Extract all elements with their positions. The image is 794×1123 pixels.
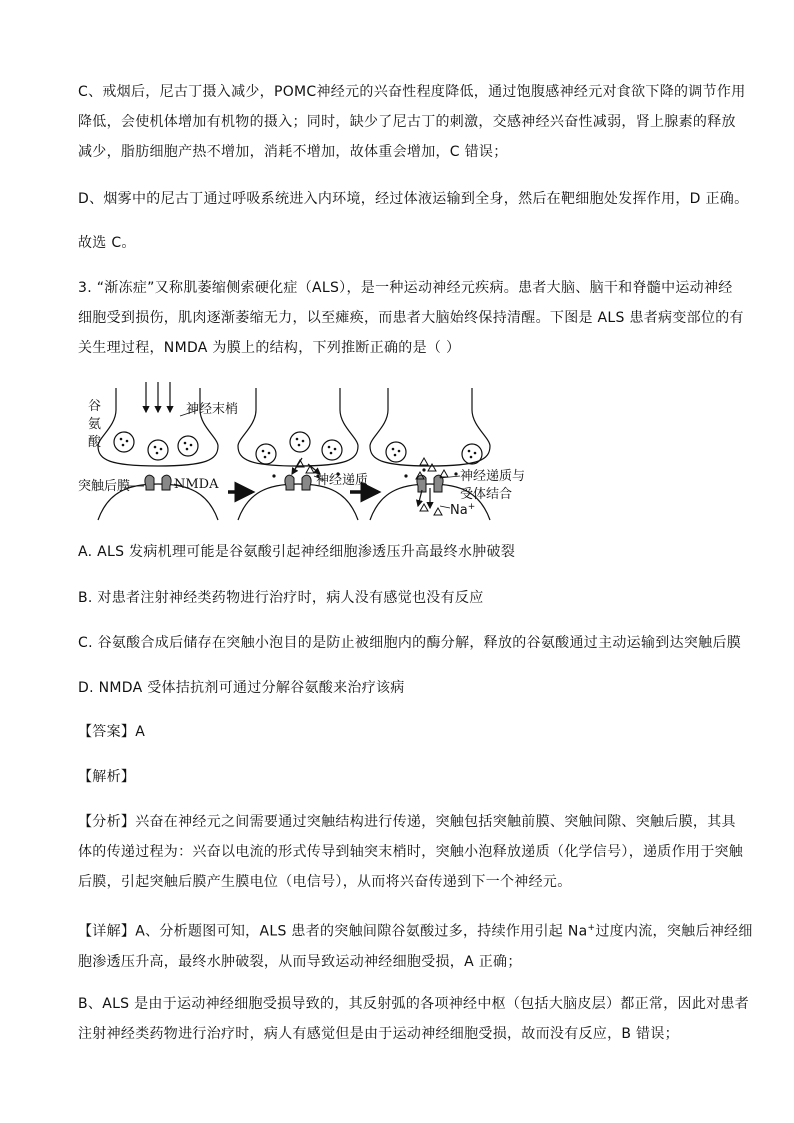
synaptic-vesicle [114,432,134,452]
text-line: 胞渗透压升高，最终水肿破裂，从而导致运动神经细胞受损，A 正确； [78,953,522,970]
label-postsynaptic: 突触后膜 [78,479,131,494]
option-c [78,628,742,658]
label-nmda: NMDA [174,477,219,492]
question-stem [78,273,744,363]
label-bind-line2: 受体结合 [460,487,513,502]
text-line: A. ALS 发病机理可能是谷氨酸引起神经细胞渗透压升高最终水肿破裂 [78,544,516,560]
analysis-paragraph [78,807,744,897]
postsynaptic-membrane-2 [238,484,358,520]
nerve-terminal-3 [370,388,490,466]
label-na: Na+ [450,502,476,518]
label-transmitter: 神经递质 [316,473,369,488]
synaptic-vesicle [290,432,310,452]
text-line: 降低，会使机体增加有机物的摄入；同时，缺少了尼古丁的刺激，交感神经兴奋性减弱，肾上腺素的释放 [78,114,736,130]
text-line: 关生理过程，NMDA 为膜上的结构，下列推断正确的是（ ） [78,340,461,356]
text-line: 【详解】A、分析题图可知，ALS 患者的突触间隙谷氨酸过多，持续作用引起 Na+过度内流，突触后神经细 [78,923,753,940]
answer [78,717,726,747]
prev-choice [78,228,726,258]
option-b [78,583,726,613]
nmda-receptor [145,475,154,490]
synaptic-vesicle [386,442,406,462]
text-line: 【解析】 [78,769,136,785]
text-line: 细胞受到损伤，肌肉逐渐萎缩无力，以至瘫痪，而患者大脑始终保持清醒。下图是 ALS 患者病变部位的有 [78,310,744,326]
text-line: B、ALS 是由于运动神经细胞受损导致的，其反射弧的各项神经中枢（包括大脑皮层）都正常，因此对患者 [78,996,750,1012]
synaptic-vesicle [462,444,482,464]
synapse-figure [78,380,558,525]
text-line: D. NMDA 受体拮抗剂可通过分解谷氨酸来治疗该病 [78,680,405,696]
text-line: 故选 C。 [78,235,136,251]
label-glutamate-2: 氨 [88,417,102,432]
label-glutamate-1: 谷 [88,399,102,414]
text-line: C、戒烟后，尼古丁摄入减少，POMC神经元的兴奋性程度降低，通过饱腹感神经元对食欲下降的调节作用 [78,84,746,100]
text-line: 【分析】兴奋在神经元之间需要通过突触结构进行传递，突触包括突触前膜、突触间隙、突触后膜，其具 [78,814,736,830]
synaptic-vesicle [148,440,168,460]
text-line: B. 对患者注射神经类药物进行治疗时，病人没有感觉也没有反应 [78,590,484,606]
analysis-title [78,762,726,792]
synaptic-vesicle [178,436,198,456]
text-line: 体的传递过程为：兴奋以电流的形式传导到轴突末梢时，突触小泡释放递质（化学信号），递质作用于突触 [78,844,744,860]
text-line: C. 谷氨酸合成后储存在突触小泡目的是防止被细胞内的酶分解，释放的谷氨酸通过主动运输到达突触后膜 [78,635,742,651]
text-line: 3. “渐冻症”又称肌萎缩侧索硬化症（ALS），是一种运动神经元疾病。患者大脑、脑干和脊髓中运动神经 [78,280,733,296]
text-line: D、烟雾中的尼古丁通过呼吸系统进入内环境，经过体液运输到全身，然后在靶细胞处发挥作用，D 正确。 [78,191,749,207]
text-line: 减少，脂肪细胞产热不增加，消耗不增加，故体重会增加，C 错误； [78,144,508,160]
text-line: 后膜，引起突触后膜产生膜电位（电信号），从而将兴奋传递到下一个神经元。 [78,874,572,890]
label-nerve-terminal: 神经末梢 [186,402,239,417]
nmda-receptor [285,475,294,490]
option-d [78,673,726,703]
option-c-explanation [78,77,746,167]
detail-b [78,989,750,1049]
nmda-receptor [302,475,311,490]
option-a [78,537,726,567]
detail-a [78,913,753,977]
text-line: 注射神经类药物进行治疗时，病人有感觉但是由于运动神经细胞受损，故而没有反应，B 错误； [78,1026,679,1042]
stimulus-arrows [146,382,170,412]
nmda-receptor [417,475,426,492]
text-line: 【答案】A [78,724,146,740]
nmda-receptor [162,475,171,490]
label-bind-line1: 神经递质与 [460,469,526,484]
synaptic-vesicle [322,440,342,460]
label-glutamate-3: 酸 [88,435,102,450]
synaptic-vesicle [256,444,276,464]
option-d-explanation [78,184,749,214]
